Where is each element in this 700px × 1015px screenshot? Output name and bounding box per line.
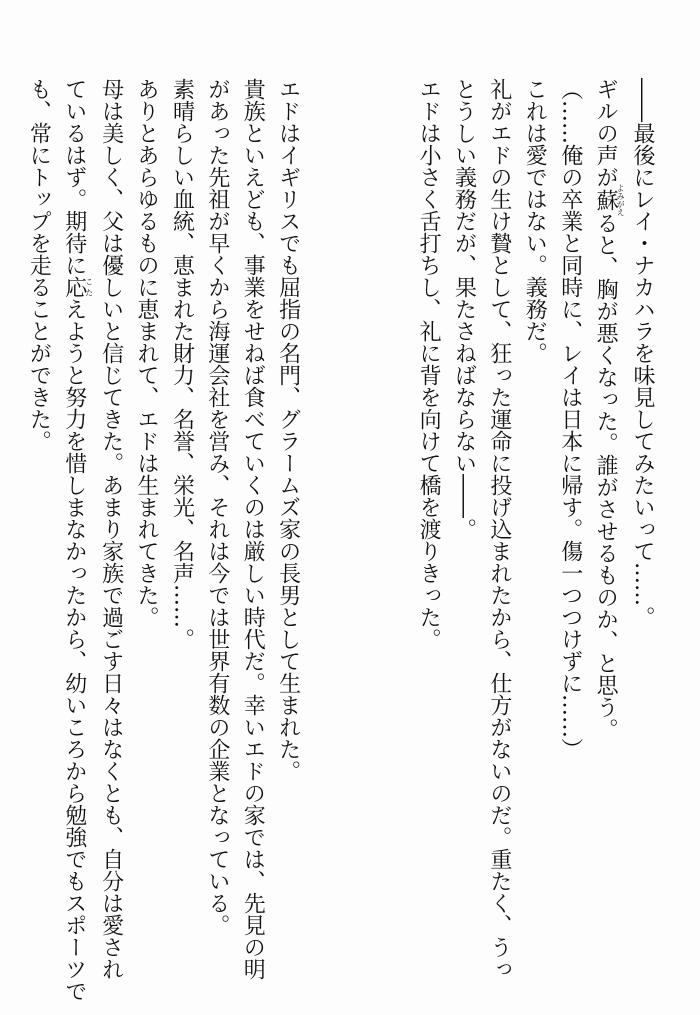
text-fragment: ると、胸が悪くなった。誰がさせるものか、と思う。 bbox=[593, 212, 619, 740]
text-line: これは愛ではない。義務だ。 bbox=[522, 78, 548, 364]
text-line: ありとあらゆるものに恵まれて、エドは生まれてきた。 bbox=[134, 78, 160, 628]
text-line: 礼がエドの生け贄として、狂った運命に投げ込まれたから、仕方がないのだ。重たく、うっ bbox=[486, 78, 512, 980]
text-line: エドは小さく舌打ちし、礼に背を向けて橋を渡りきった。 bbox=[416, 78, 442, 650]
text-line: も、常にトップを走ることができた。 bbox=[26, 78, 52, 452]
text-fragment: えようと努力を惜しまなかったから、幼いころから勉強でもスポーツで bbox=[61, 298, 87, 1002]
ruby-base: 蘇 bbox=[593, 184, 619, 216]
ruby-kotaeru bbox=[61, 276, 94, 298]
text-line-with-ruby bbox=[56, 78, 94, 1002]
text-line: があった先祖が早くから海運会社を営み、それは今では世界有数の企業となっている。 bbox=[204, 78, 230, 936]
text-line: エドはイギリスでも屈指の名門、グラームズ家の長男として生まれた。 bbox=[275, 78, 301, 782]
ruby-reading: こた bbox=[84, 276, 94, 298]
vertical-text-body bbox=[21, 78, 660, 1002]
text-line: （……俺の卒業と同時に、レイは日本に帰す。傷一つつけずに……） bbox=[557, 78, 583, 760]
section-gap bbox=[306, 78, 411, 958]
ruby-base: 応 bbox=[61, 276, 87, 298]
text-fragment: ギルの声が bbox=[593, 78, 619, 188]
text-line: 貴族といえども、事業をせねば食べていくのは厳しい時代だ。幸いエドの家では、先見の明 bbox=[240, 78, 266, 980]
text-line-with-ruby bbox=[588, 78, 625, 958]
ruby-reading: よみがえ bbox=[616, 184, 626, 216]
text-fragment: ているはず。期待に bbox=[61, 78, 87, 276]
ruby-yomigaeru bbox=[593, 184, 626, 216]
text-line: 素晴らしい血統、恵まれた財力、名誉、栄光、名声……。 bbox=[169, 78, 195, 650]
text-line: 母は美しく、父は優しいと信じてきた。あまり家族で過ごす日々はなくとも、自分は愛され bbox=[98, 78, 124, 980]
text-line: とうしい義務だが、果たさねばならない――。 bbox=[451, 78, 477, 540]
text-line: ――最後にレイ・ナカハラを味見してみたいって……。 bbox=[630, 78, 655, 628]
